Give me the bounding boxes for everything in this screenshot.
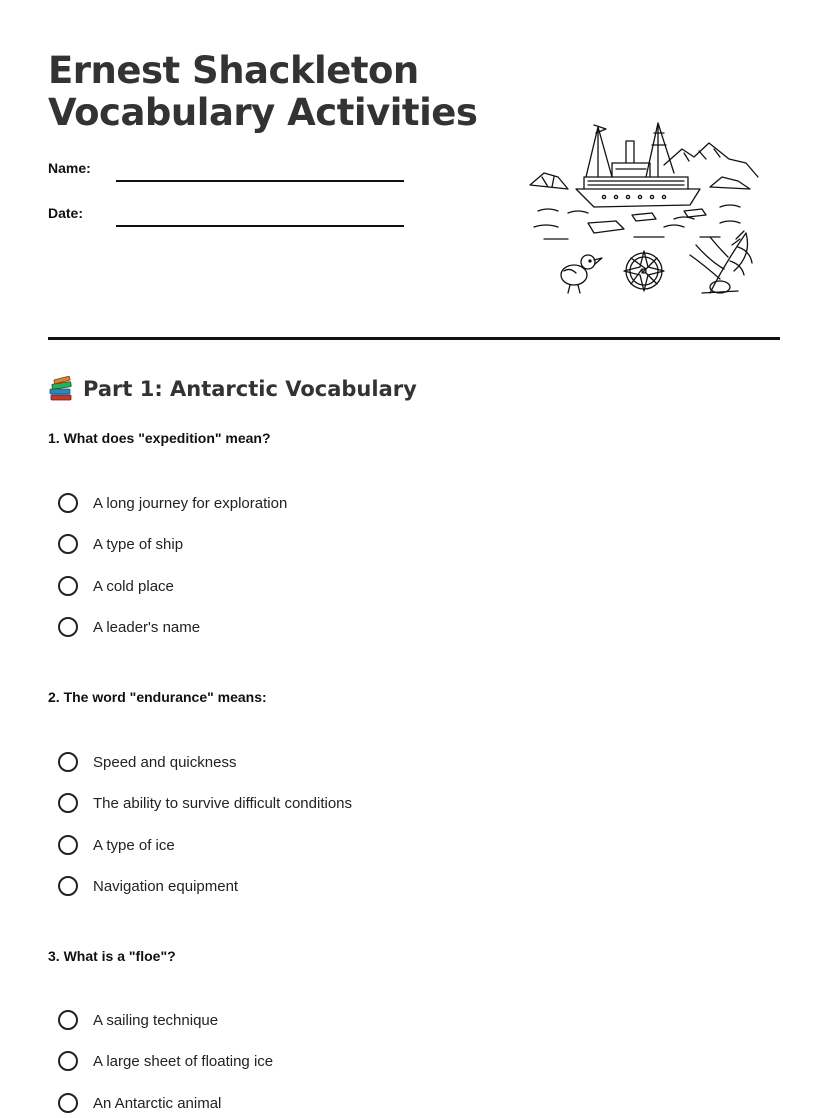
radio-button[interactable]	[58, 1051, 78, 1071]
option-label: A cold place	[93, 577, 174, 595]
option-label: Speed and quickness	[93, 753, 237, 771]
option-2d[interactable]	[58, 873, 238, 899]
date-field[interactable]	[116, 225, 404, 227]
title-line-1: Ernest Shackleton	[48, 49, 419, 92]
fern-leaf-icon	[690, 231, 752, 293]
radio-button[interactable]	[58, 1010, 78, 1030]
date-label: Date:	[48, 205, 84, 221]
option-1a[interactable]	[58, 490, 287, 516]
radio-button[interactable]	[58, 1093, 78, 1113]
option-3c[interactable]	[58, 1090, 221, 1116]
option-label: A type of ship	[93, 535, 184, 553]
radio-button[interactable]	[58, 534, 78, 554]
radio-button[interactable]	[58, 752, 78, 772]
question-1: 1. What does "expedition" mean?	[48, 430, 271, 446]
option-label: An Antarctic animal	[93, 1094, 222, 1112]
part1-heading	[48, 374, 417, 404]
option-label: Navigation equipment	[93, 877, 239, 895]
option-1b[interactable]	[58, 531, 183, 557]
option-2b[interactable]	[58, 790, 352, 816]
antarctic-illustration	[524, 115, 764, 300]
name-label: Name:	[48, 160, 91, 176]
compass-rose-icon	[624, 251, 664, 291]
radio-button[interactable]	[58, 876, 78, 896]
option-label: The ability to survive difficult conditions	[93, 794, 353, 812]
option-label: A long journey for exploration	[93, 494, 288, 512]
question-2: 2. The word "endurance" means:	[48, 689, 267, 705]
option-1d[interactable]	[58, 614, 200, 640]
ship-icon	[576, 123, 700, 207]
radio-button[interactable]	[58, 617, 78, 637]
water-waves	[534, 205, 740, 239]
part1-heading-text: Part 1: Antarctic Vocabulary	[83, 377, 417, 401]
option-2c[interactable]	[58, 832, 175, 858]
radio-button[interactable]	[58, 493, 78, 513]
option-label: A leader's name	[93, 618, 201, 636]
ice-floe-icon	[530, 173, 750, 233]
books-icon	[48, 376, 74, 402]
radio-button[interactable]	[58, 835, 78, 855]
option-2a[interactable]	[58, 749, 236, 775]
option-label: A type of ice	[93, 836, 175, 854]
title-line-2: Vocabulary Activities	[48, 91, 478, 134]
section-divider	[48, 337, 780, 340]
option-3a[interactable]	[58, 1007, 218, 1033]
option-1c[interactable]	[58, 573, 174, 599]
mountains-icon	[664, 143, 758, 177]
question-3: 3. What is a "floe"?	[48, 948, 176, 964]
option-label: A sailing technique	[93, 1011, 219, 1029]
bird-icon	[561, 255, 602, 293]
option-label: A large sheet of floating ice	[93, 1052, 274, 1070]
radio-button[interactable]	[58, 576, 78, 596]
option-3b[interactable]	[58, 1048, 273, 1074]
radio-button[interactable]	[58, 793, 78, 813]
worksheet-title	[48, 50, 477, 134]
name-field[interactable]	[116, 180, 404, 182]
